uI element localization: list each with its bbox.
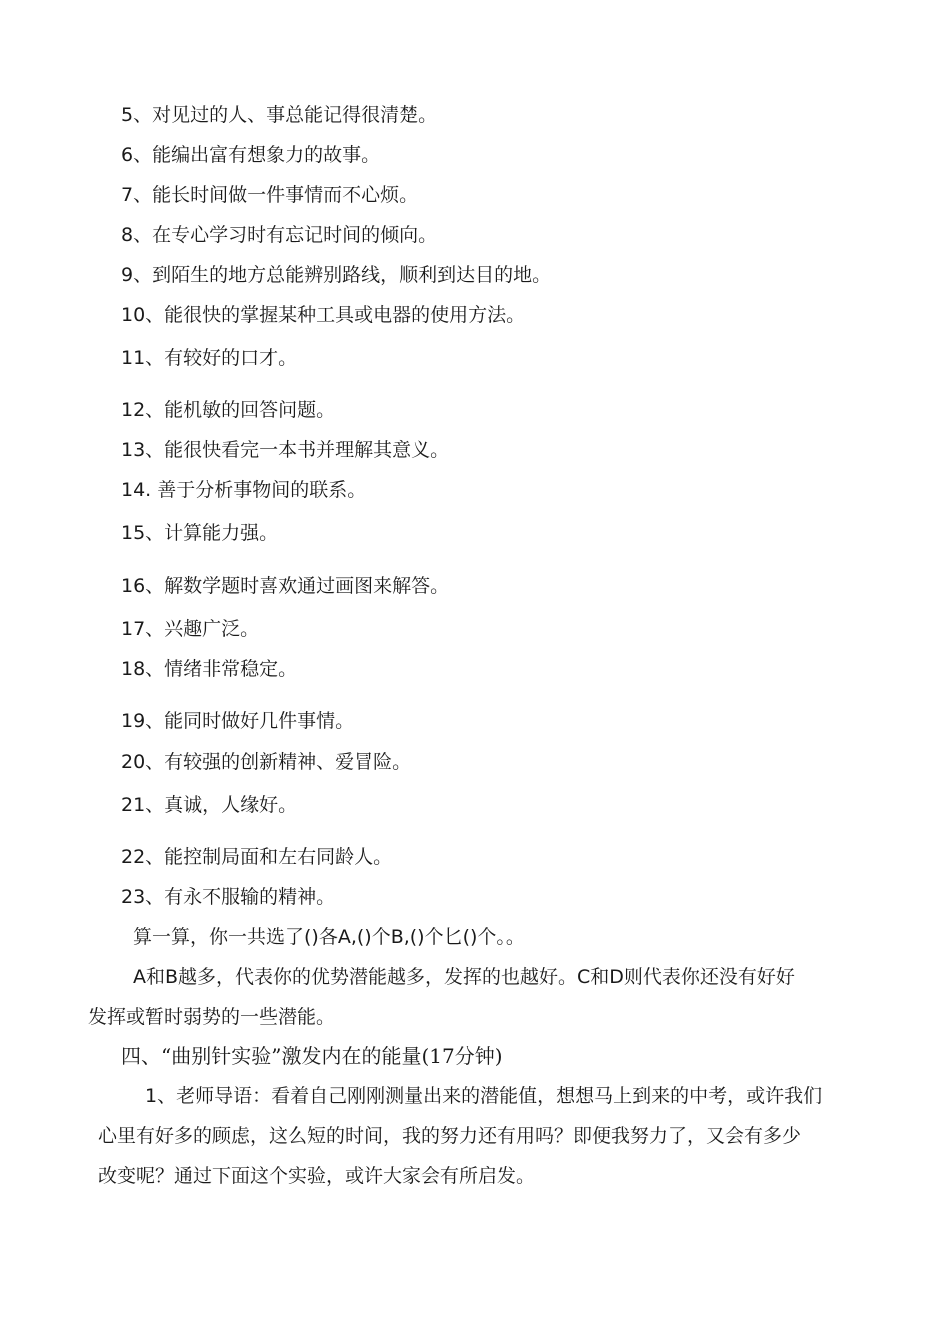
list-item: 22、能控制局面和左右同龄人。	[121, 846, 393, 868]
list-item: 16、解数学题时喜欢通过画图来解答。	[121, 575, 450, 597]
list-item: 19、能同时做好几件事情。	[121, 710, 355, 732]
section-heading: 四、“曲别针实验”激发内在的能量(17分钟)	[121, 1044, 503, 1068]
list-item: 10、能很快的掌握某种工具或电器的使用方法。	[121, 304, 526, 326]
list-item: 14. 善于分析事物间的联系。	[121, 479, 367, 501]
list-item: 12、能机敏的回答问题。	[121, 399, 336, 421]
list-item: 7、能长时间做一件事情而不心烦。	[121, 184, 419, 206]
list-item: 18、情绪非常稳定。	[121, 658, 298, 680]
explanation-line-1: A和B越多，代表你的优势潜能越多，发挥的也越好。C和D则代表你还没有好好	[133, 966, 795, 988]
explanation-line-2: 发挥或暂时弱势的一些潜能。	[88, 1006, 336, 1028]
intro-line-2: 心里有好多的顾虑，这么短的时间，我的努力还有用吗？即便我努力了，又会有多少	[98, 1125, 802, 1147]
list-item: 21、真诚，人缘好。	[121, 794, 298, 816]
list-item: 11、有较好的口才。	[121, 347, 298, 369]
list-item: 23、有永不服输的精神。	[121, 886, 336, 908]
list-item: 20、有较强的创新精神、爱冒险。	[121, 751, 412, 773]
list-item: 17、兴趣广泛。	[121, 618, 260, 640]
list-item: 13、能很快看完一本书并理解其意义。	[121, 439, 450, 461]
intro-line-3: 改变呢？通过下面这个实验，或许大家会有所启发。	[98, 1165, 536, 1187]
list-item: 6、能编出富有想象力的故事。	[121, 144, 381, 166]
list-item: 15、计算能力强。	[121, 522, 279, 544]
summary-line: 算一算，你一共选了()各A,()个B,()个匕()个。。	[133, 926, 525, 948]
intro-line-1: 1、老师导语：看着自己刚刚测量出来的潜能值，想想马上到来的中考，或许我们	[145, 1085, 823, 1107]
list-item: 9、到陌生的地方总能辨别路线，顺利到达目的地。	[121, 264, 552, 286]
list-item: 5、对见过的人、事总能记得很清楚。	[121, 104, 438, 126]
list-item: 8、在专心学习时有忘记时间的倾向。	[121, 224, 438, 246]
